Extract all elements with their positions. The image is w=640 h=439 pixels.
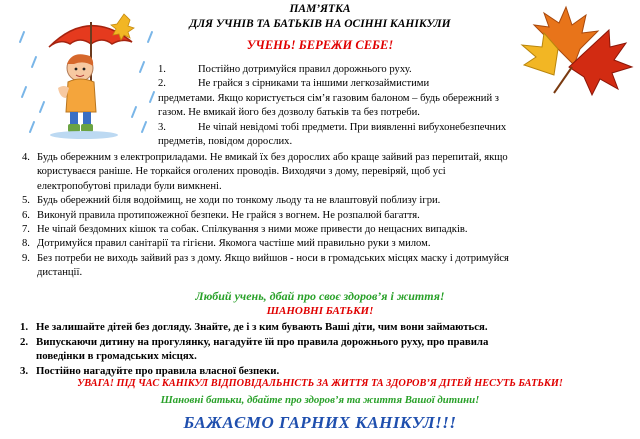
list-item [158,77,503,91]
parents-heading: ШАНОВНІ БАТЬКИ! [266,305,374,317]
item-number: 8. [22,238,30,250]
item-line: Випускаючи дитину на прогулянку, нагадуйте їй про правила дорожнього руху, про правила [36,335,489,348]
item-continuation: газом. Не вмикай його без дозволу батьків та без потреби. [158,107,420,119]
item-line: Дотримуйся правил санітарії та гігієни. Якомога частіше мий правильно руки з милом. [37,238,431,250]
list-item [0,237,640,251]
memo-title: ПАМ’ЯТКА [289,3,351,15]
item-number: 5. [22,195,30,207]
item-number: 9. [22,252,30,264]
item-number: 2. [20,335,29,348]
list-item [158,121,507,135]
parents-warning: УВАГА! ПІД ЧАС КАНІКУЛ ВІДПОВІДАЛЬНІСТЬ ЗА ЖИТТЯ ТА ЗДОРОВ’Я ДІТЕЙ НЕСУТЬ БАТЬКИ! [77,378,563,389]
item-line: Будь обережний біля водоймищ, не ходи по тонкому льоду та не влаштовуй поблизу ігри. [37,195,441,207]
student-rules-list-top [158,63,507,149]
item-number: 6. [22,209,30,221]
list-item [0,320,640,335]
item-line: Не чіпай бездомних кішок та собак. Спілкування з ними може привести до нещасних випадків. [37,224,468,236]
item-text: Не чіпай невідомі тобі предмети. При виявленні вибухонебезпечних [198,121,507,133]
list-item [0,252,640,281]
item-number: 3. [158,121,166,133]
student-heading: УЧЕНЬ! БЕРЕЖИ СЕБЕ! [246,38,394,52]
item-line: поведінки в громадських місцях. [36,350,197,363]
item-line: дистанції. [37,267,83,279]
item-number: 3. [20,364,29,377]
list-item [0,209,640,223]
student-motto: Любий учень, дбай про своє здоров’я і життя! [195,289,445,303]
item-line: Без потреби не виходь зайвий раз з дому. Якщо вийшов - носи в громадських місцях маску і дотримуйся [37,252,509,264]
item-text: Постійно дотримуйся правил дорожнього руху. [198,64,412,75]
item-number: 1. [158,64,166,75]
item-line: Не залишайте дітей без догляду. Знайте, де і з ким бувають Ваші діти, чим вони займаються. [36,321,488,333]
item-number: 7. [22,224,30,236]
list-item [0,194,640,208]
item-line: користуваєся раніше. Не торкайся оголених проводів. Виходячи з дому, перевіряй, щоб усі [37,166,446,178]
list-item [158,63,503,77]
item-line: електропобутові прилади були вимкнені. [37,180,222,192]
list-item [0,151,640,194]
item-continuation: предметів, повідом дорослих. [158,136,293,148]
item-number: 4. [22,152,30,163]
list-item [0,335,640,364]
item-number: 2. [158,78,166,90]
item-continuation: предметами. Якщо користується сім’я газовим балоном – будь обережний з [158,92,499,104]
item-line: Виконуй правила протипожежної безпеки. Не грайся з вогнем. Не розпалюй багаття. [37,209,420,221]
holiday-wish: БАЖАЄМО ГАРНИХ КАНІКУЛ!!! [183,413,457,432]
parent-rules-list [0,320,640,378]
item-line: Будь обережним з електроприладами. Не вмикай їх без дорослих або краще зайвий раз перепитай, якщо [37,152,508,163]
item-number: 1. [20,321,29,333]
parents-care-note: Шановні батьки, дбайте про здоров’я та життя Вашої дитини! [160,394,480,406]
list-item [0,364,640,379]
item-line: Постійно нагадуйте про правила власної безпеки. [36,364,280,377]
list-item [0,223,640,237]
student-rules-list-bottom [0,151,640,281]
memo-subtitle: ДЛЯ УЧНІВ ТА БАТЬКІВ НА ОСІННІ КАНІКУЛИ [189,18,451,30]
item-text: Не грайся з сірниками та іншими легкозаймистими [198,78,430,90]
